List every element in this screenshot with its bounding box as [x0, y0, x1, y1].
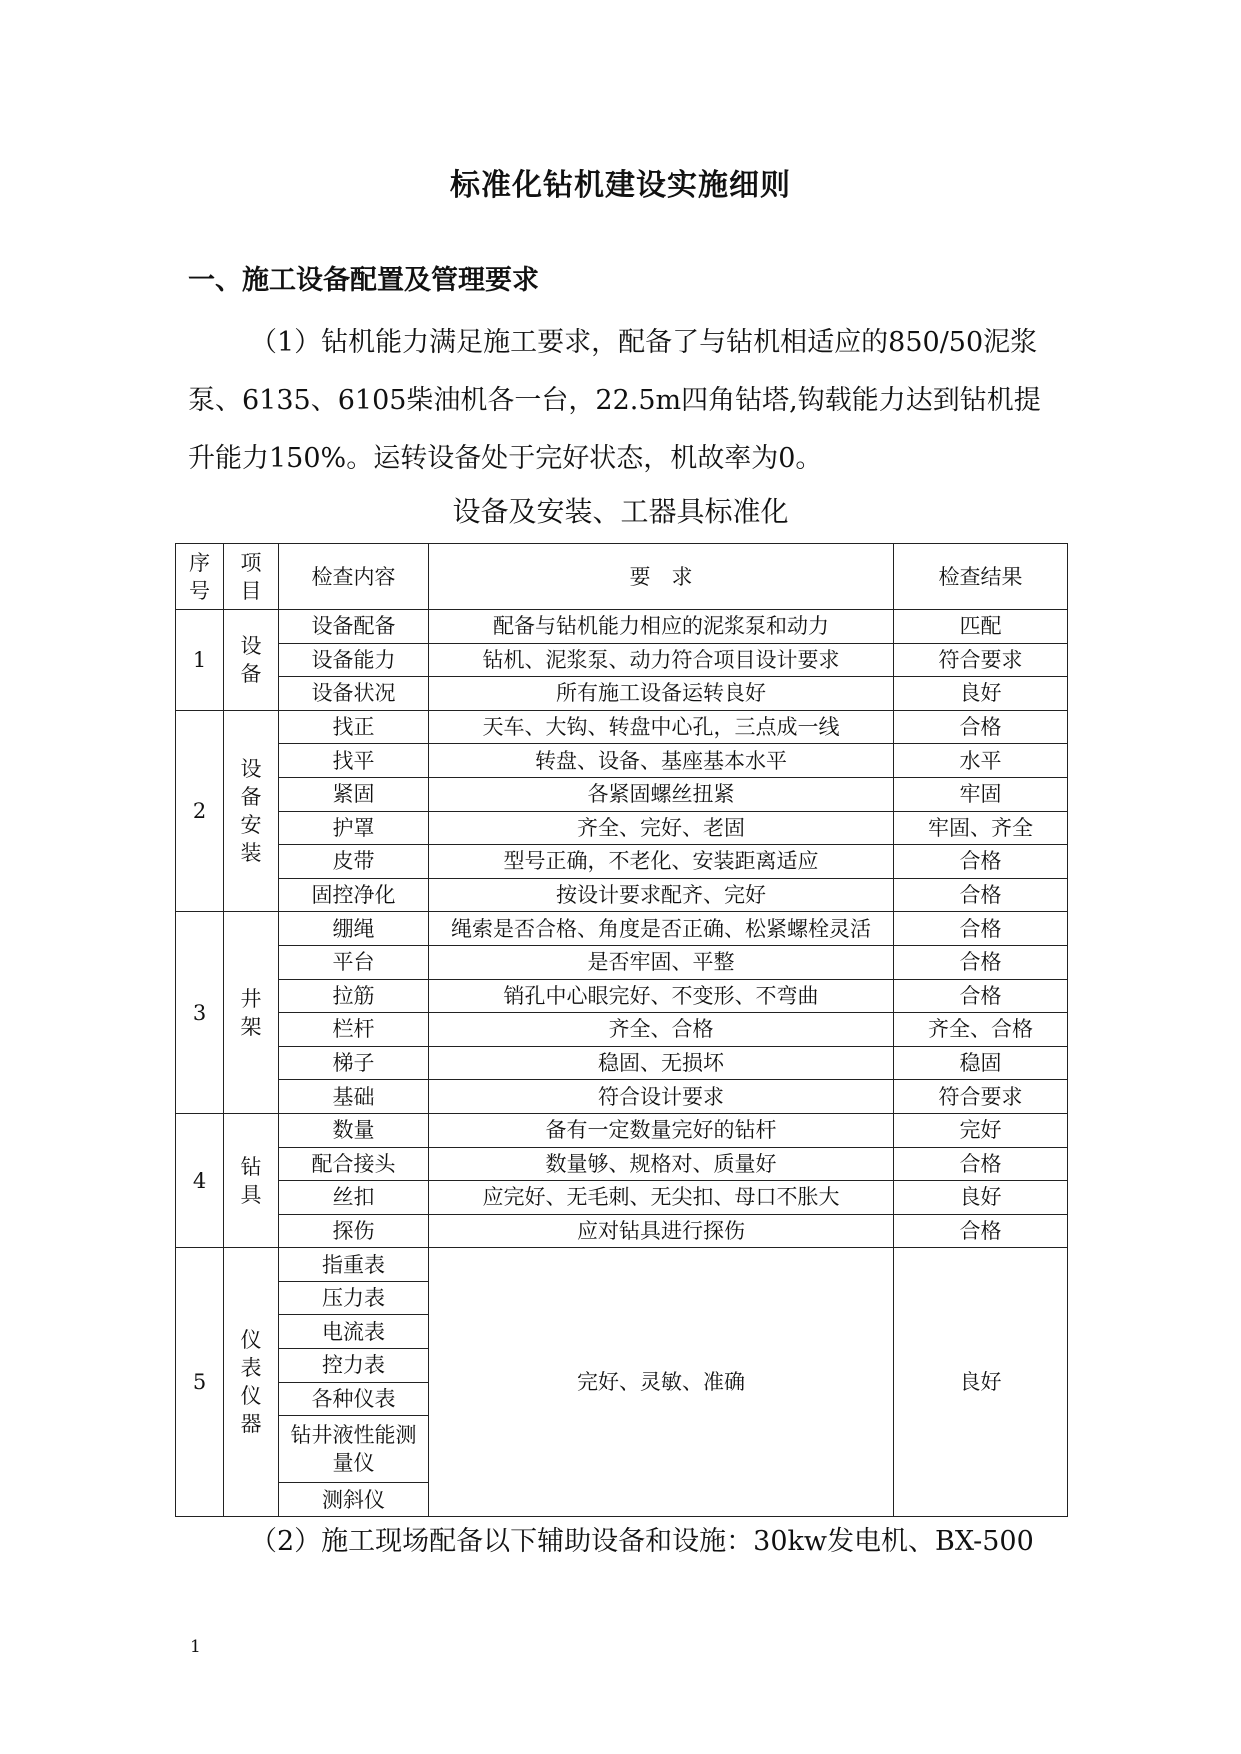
requirement-cell: 配备与钻机能力相应的泥浆泵和动力: [429, 610, 894, 644]
result-cell: 良好: [894, 1248, 1068, 1517]
result-cell: 合格: [894, 945, 1068, 979]
table-row: [176, 1080, 1068, 1114]
item-cell: 设备安装: [224, 710, 279, 912]
content-cell: 平台: [279, 945, 429, 979]
header-content: 检查内容: [279, 544, 429, 610]
content-cell: 护罩: [279, 811, 429, 845]
requirement-cell: 型号正确，不老化、安装距离适应: [429, 845, 894, 879]
requirement-cell: 各紧固螺丝扭紧: [429, 777, 894, 811]
requirement-cell: 符合设计要求: [429, 1080, 894, 1114]
content-cell: 皮带: [279, 845, 429, 879]
table-row: [176, 777, 1068, 811]
table-row: [176, 610, 1068, 644]
content-cell: 拉筋: [279, 979, 429, 1013]
item-cell: 设备: [224, 610, 279, 711]
table-row: [176, 1248, 1068, 1282]
content-cell: 设备能力: [279, 643, 429, 677]
result-cell: 合格: [894, 878, 1068, 912]
inspection-table: [175, 543, 1068, 1517]
content-cell: 钻井液性能测量仪: [279, 1416, 429, 1483]
content-cell: 设备配备: [279, 610, 429, 644]
requirement-cell: 销孔中心眼完好、不变形、不弯曲: [429, 979, 894, 1013]
table-row: [176, 912, 1068, 946]
table-row: [176, 1147, 1068, 1181]
result-cell: 牢固、齐全: [894, 811, 1068, 845]
result-cell: 合格: [894, 1214, 1068, 1248]
requirement-cell: 钻机、泥浆泵、动力符合项目设计要求: [429, 643, 894, 677]
content-cell: 基础: [279, 1080, 429, 1114]
content-cell: 紧固: [279, 777, 429, 811]
table-row: [176, 945, 1068, 979]
header-result: 检查结果: [894, 544, 1068, 610]
table-row: [176, 878, 1068, 912]
result-cell: 合格: [894, 845, 1068, 879]
result-cell: 符合要求: [894, 1080, 1068, 1114]
requirement-cell: 按设计要求配齐、完好: [429, 878, 894, 912]
content-cell: 设备状况: [279, 677, 429, 711]
requirement-cell: 数量够、规格对、质量好: [429, 1147, 894, 1181]
requirement-cell: 齐全、完好、老固: [429, 811, 894, 845]
result-cell: 匹配: [894, 610, 1068, 644]
seq-cell: 2: [176, 710, 224, 912]
item-cell: 井架: [224, 912, 279, 1114]
content-cell: 找正: [279, 710, 429, 744]
result-cell: 良好: [894, 1181, 1068, 1215]
requirement-cell: 齐全、合格: [429, 1013, 894, 1047]
content-cell: 丝扣: [279, 1181, 429, 1215]
result-cell: 良好: [894, 677, 1068, 711]
content-cell: 测斜仪: [279, 1483, 429, 1517]
result-cell: 合格: [894, 1147, 1068, 1181]
table-row: [176, 979, 1068, 1013]
result-cell: 合格: [894, 979, 1068, 1013]
content-cell: 固控净化: [279, 878, 429, 912]
seq-cell: 1: [176, 610, 224, 711]
result-cell: 牢固: [894, 777, 1068, 811]
content-cell: 找平: [279, 744, 429, 778]
content-cell: 探伤: [279, 1214, 429, 1248]
table-row: [176, 744, 1068, 778]
page-number: 1: [190, 1637, 201, 1657]
item-cell: 仪表仪器: [224, 1248, 279, 1517]
seq-cell: 3: [176, 912, 224, 1114]
content-cell: 电流表: [279, 1315, 429, 1349]
seq-cell: 5: [176, 1248, 224, 1517]
result-cell: 完好: [894, 1113, 1068, 1147]
table-header-row: [176, 544, 1068, 610]
table-row: [176, 677, 1068, 711]
table-row: [176, 1046, 1068, 1080]
requirement-cell: 绳索是否合格、角度是否正确、松紧螺栓灵活: [429, 912, 894, 946]
header-requirement: 要 求: [429, 544, 894, 610]
content-cell: 指重表: [279, 1248, 429, 1282]
seq-cell: 4: [176, 1113, 224, 1247]
result-cell: 水平: [894, 744, 1068, 778]
result-cell: 符合要求: [894, 643, 1068, 677]
paragraph-1: （1）钻机能力满足施工要求，配备了与钻机相适应的850/50泥浆泵、6135、6105柴油机各一台，22.5m四角钻塔,钩载能力达到钻机提升能力150%。运转设备处于完好状态，机故率为0。: [188, 327, 1041, 474]
content-cell: 配合接头: [279, 1147, 429, 1181]
result-cell: 齐全、合格: [894, 1013, 1068, 1047]
requirement-cell: 完好、灵敏、准确: [429, 1248, 894, 1517]
requirement-cell: 应完好、无毛刺、无尖扣、母口不胀大: [429, 1181, 894, 1215]
table-row: [176, 710, 1068, 744]
requirement-cell: 是否牢固、平整: [429, 945, 894, 979]
requirement-cell: 所有施工设备运转良好: [429, 677, 894, 711]
table-row: [176, 643, 1068, 677]
header-item: 项目: [224, 544, 279, 610]
document-title: 标准化钻机建设实施细则: [450, 168, 791, 203]
requirement-cell: 天车、大钩、转盘中心孔，三点成一线: [429, 710, 894, 744]
content-cell: 压力表: [279, 1281, 429, 1315]
requirement-cell: 备有一定数量完好的钻杆: [429, 1113, 894, 1147]
header-seq: 序号: [176, 544, 224, 610]
section-heading: 一、施工设备配置及管理要求: [188, 265, 539, 296]
content-cell: 绷绳: [279, 912, 429, 946]
table-row: [176, 1113, 1068, 1147]
result-cell: 合格: [894, 912, 1068, 946]
content-cell: 梯子: [279, 1046, 429, 1080]
table-row: [176, 811, 1068, 845]
requirement-cell: 应对钻具进行探伤: [429, 1214, 894, 1248]
item-cell: 钻具: [224, 1113, 279, 1247]
table-row: [176, 1013, 1068, 1047]
content-cell: 栏杆: [279, 1013, 429, 1047]
requirement-cell: 转盘、设备、基座基本水平: [429, 744, 894, 778]
table-body: [176, 610, 1068, 1517]
content-cell: 控力表: [279, 1349, 429, 1383]
result-cell: 稳固: [894, 1046, 1068, 1080]
table-row: [176, 1181, 1068, 1215]
result-cell: 合格: [894, 710, 1068, 744]
table-row: [176, 845, 1068, 879]
paragraph-2: （2）施工现场配备以下辅助设备和设施：30kw发电机、BX-500: [250, 1526, 1034, 1557]
requirement-cell: 稳固、无损坏: [429, 1046, 894, 1080]
table-caption: 设备及安装、工器具标准化: [452, 495, 789, 528]
content-cell: 各种仪表: [279, 1382, 429, 1416]
table-row: [176, 1214, 1068, 1248]
content-cell: 数量: [279, 1113, 429, 1147]
